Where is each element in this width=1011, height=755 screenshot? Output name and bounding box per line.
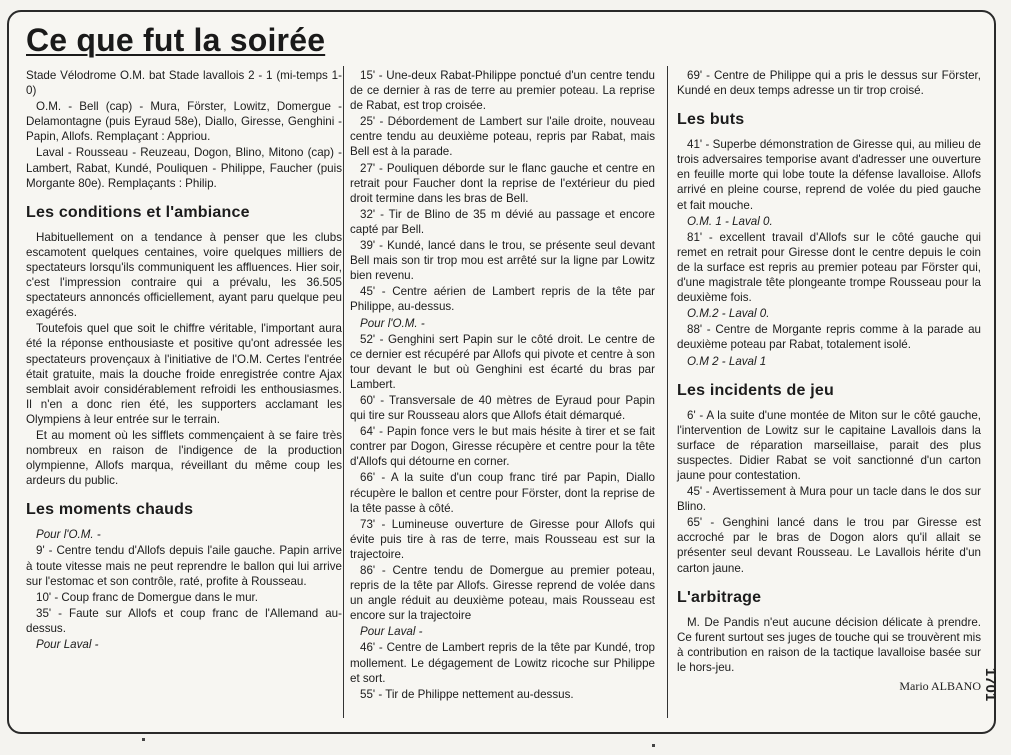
scan-mark <box>652 744 655 747</box>
incident-item: 45' - Avertissement à Mura pour un tacle dans le dos sur Blino. <box>677 485 981 514</box>
team-label: Pour l'O.M. - <box>36 528 101 542</box>
section-heading-conditions: Les conditions et l'ambiance <box>26 203 250 221</box>
section-heading-arbitrage: L'arbitrage <box>677 588 762 606</box>
moment-item: 15' - Une-deux Rabat-Philippe ponctué d'un centre tendu de ce dernier à ras de terre au premier poteau. La reprise de Rabat, est trop croisée. <box>350 69 655 113</box>
moment-item: 10' - Coup franc de Domergue dans le mur. <box>36 590 258 604</box>
goal-description: 41' - Superbe démonstration de Giresse qui, au milieu de trois adversaires temporise avant d'adresser une ouverture en feuille morte qui lobe toute la défense lavalloise. Allofs arrivé en pleine course, reprend de volée du pied gauche et fait mouche. <box>677 138 981 212</box>
team-label: Pour Laval - <box>36 638 99 651</box>
scan-mark <box>142 738 145 741</box>
team-label: Pour Laval - <box>360 625 423 639</box>
moment-item: 39' - Kundé, lancé dans le trou, se présente seul devant Bell mais son tir trop mou est arrêté sur la ligne par Lowitz bien revenu. <box>350 239 655 283</box>
section-heading-incidents: Les incidents de jeu <box>677 381 834 399</box>
column-3 <box>677 68 981 694</box>
moment-item: 9' - Centre tendu d'Allofs depuis l'aile gauche. Papin arrive à toute vitesse mais ne peut reprendre le ballon qui lui arrive sur l'estomac et son contrôle, raté, profite à Rousseau. <box>26 544 342 588</box>
section-heading-moments: Les moments chauds <box>26 501 194 519</box>
moment-item: 60' - Transversale de 40 mètres de Eyraud pour Papin qui tire sur Rousseau alors que Allofs était démarqué. <box>350 393 655 423</box>
moment-item: 86' - Centre tendu de Domergue au premier poteau, repris de la tête par Allofs. Giresse reprend de volée dans un angle réduit au deuxième poteau, mais Rousseau est encore sur la trajectoire <box>350 564 655 623</box>
goal-description: 81' - excellent travail d'Allofs sur le côté gauche qui remet en retrait pour Giresse dont le centre depuis le coin de la surface est repris au premier poteau par Förster qui, d'une magistrale tête plongeante trompe Rousseau pour la deuxième fois. <box>677 230 981 305</box>
moment-item: 35' - Faute sur Allofs et coup franc de l'Allemand au-dessus. <box>26 606 342 635</box>
moment-item: 25' - Débordement de Lambert sur l'aile droite, nouveau centre tendu au deuxième poteau, repris par Rabat, mais Bell est à la parade. <box>350 115 655 159</box>
lineup-laval: Laval - Rousseau - Reuzeau, Dogon, Blino, Mitono (cap) - Lambert, Rabat, Kundé, Pouliquen - Philippe, Faucher (puis Morgante 80e). Remplaçants : Philip. <box>26 146 342 190</box>
incident-item: 6' - A la suite d'une montée de Miton sur le côté gauche, l'intervention de Lowitz sur le capitaine Lavallois dans la surface de réparation marseillaise, parait des plus suspectes. Didier Rabat se voit sanctionné d'un carton jaune pour contestation. <box>677 408 981 482</box>
incident-item: 65' - Genghini lancé dans le trou par Giresse est accroché par le bras de Dogon alors qu'il allait se présenter seul devant Rousseau. Le Lavallois hérite d'un carton jaune. <box>677 516 981 575</box>
moment-item: 73' - Lumineuse ouverture de Giresse pour Allofs qui évite puis tire à ras de terre, mais Rousseau est sur la trajectoire. <box>350 517 655 561</box>
score-line: O.M 2 - Laval 1 <box>687 354 767 368</box>
author-signature: Mario ALBANO <box>899 679 981 693</box>
conditions-paragraph: Habituellement on a tendance à penser que les clubs escamotent quelques centaines, voire quelques milliers de spectateurs lorsqu'ils communiquent les affluences. Hier soir, c'est l'impression contraire qui a prévalu, les 36.505 spectateurs annoncés officiellement, ayant paru quelque peu exagérés. <box>26 230 342 320</box>
moment-item: 69' - Centre de Philippe qui a pris le dessus sur Förster, Kundé en deux temps adresse un tir trop croisé. <box>677 69 981 98</box>
score-line: O.M. 1 - Laval 0. <box>687 214 773 228</box>
moment-item: 52' - Genghini sert Papin sur le côté droit. Le centre de ce dernier est récupéré par Allofs qui pivote et centre à son tour devant le but où Genghini est écarté du bras par Lambert. <box>350 332 655 391</box>
page-number: 1701 <box>981 667 999 702</box>
column-divider <box>343 66 344 718</box>
moment-item: 64' - Papin fonce vers le but mais hésite à tirer et se fait contrer par Dogon, Giresse récupère et centre pour la tête d'Allofs qui détourne en corner. <box>350 425 655 469</box>
moment-item: 27' - Pouliquen déborde sur le flanc gauche et centre en retrait pour Faucher dont la reprise de l'extérieur du pied droit termine dans les bras de Bell. <box>350 161 655 205</box>
article-title: Ce que fut la soirée <box>26 22 326 58</box>
section-heading-buts: Les buts <box>677 111 745 129</box>
score-line: O.M.2 - Laval 0. <box>687 307 770 321</box>
conditions-paragraph: Et au moment où les sifflets commençaient à se faire très nombreux en raison de l'indigence de la production olympienne, Allofs marqua, réveillant du même coup les ardeurs du public. <box>26 428 342 488</box>
match-result: Stade Vélodrome O.M. bat Stade lavallois 2 - 1 (mi-temps 1-0) <box>26 69 342 98</box>
column-divider <box>667 66 668 718</box>
conditions-paragraph: Toutefois quel que soit le chiffre véritable, l'important aura été la réponse enthousiaste et positive qu'ont adressée les spectateurs provençaux à l'initiative de l'O.M. Certes l'entrée était gratuite, mais la douche froide enregistrée contre Ajax semblait avoir considérablement refroidi les enthousiasmes. Il n'en a donc rien été, les supporters acclamant les Olympiens à leur entrée sur le terrain. <box>26 322 342 426</box>
lineup-om: O.M. - Bell (cap) - Mura, Förster, Lowitz, Domergue - Delamontagne (puis Eyraud 58e), Diallo, Giresse, Genghini - Papin, Allofs. Remplaçant : Appriou. <box>26 100 342 144</box>
moment-item: 45' - Centre aérien de Lambert repris de la tête par Philippe, au-dessus. <box>350 285 655 314</box>
moment-item: 32' - Tir de Blino de 35 m dévié au passage et encore capté par Bell. <box>350 207 655 236</box>
team-label: Pour l'O.M. - <box>360 316 425 330</box>
column-2 <box>350 68 655 703</box>
goal-description: 88' - Centre de Morgante repris comme à la parade au deuxième poteau par Rabat, totalement isolé. <box>677 323 981 352</box>
moment-item: 66' - A la suite d'un coup franc tiré par Papin, Diallo récupère le ballon et centre pour Förster, dont la reprise de la tête passe à côté. <box>350 471 655 515</box>
moment-item: 46' - Centre de Lambert repris de la tête par Kundé, trop mollement. Le dégagement de Lowitz ricoche sur Philippe et sort. <box>350 641 655 685</box>
column-1 <box>26 68 342 653</box>
arbitrage-text: M. De Pandis n'eut aucune décision délicate à prendre. Ce furent surtout ses juges de touche qui se trouvèrent mis à contribution en raison de la tactique lavalloise basée sur le hors-jeu. <box>677 615 981 674</box>
moment-item: 55' - Tir de Philippe nettement au-dessus. <box>360 687 574 701</box>
